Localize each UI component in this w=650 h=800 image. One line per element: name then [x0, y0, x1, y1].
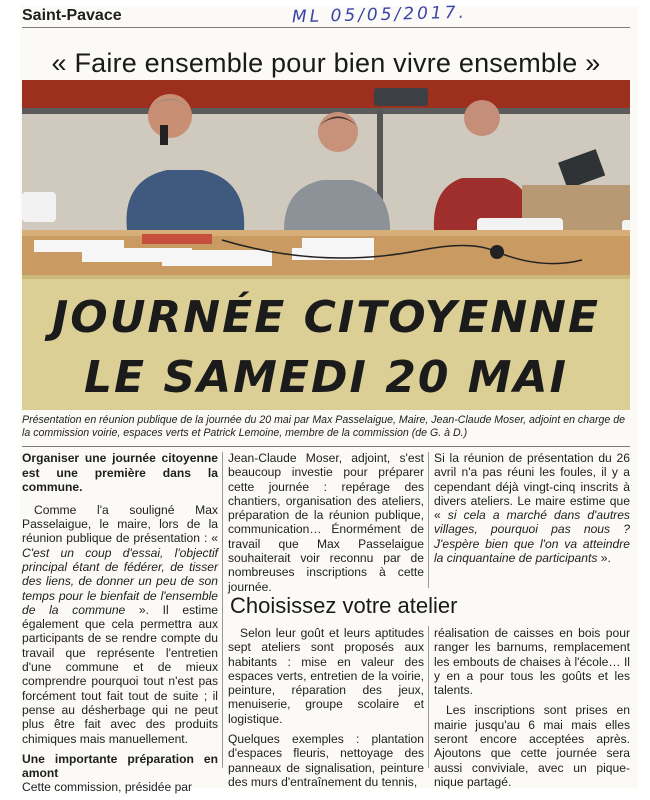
article-subhead: Une importante préparation en amont	[22, 751, 218, 780]
article-column-3-bottom	[434, 626, 630, 795]
article-paragraph: Si la réunion de présentation du 26 avril n'a pas réuni les foules, il y a cependant déjà vingt-cinq inscrits à divers ateliers. Le maire estime que « si cela a marché dans d'autres villages, pourquoi pas nous ? J'espère bien que l'on va atteindre la cinquantaine de participants ».	[434, 451, 630, 566]
article-paragraph: Comme l'a souligné Max Passelaigue, le maire, lors de la réunion publique de présentation : « C'est un coup d'essai, l'objectif principal étant de fédérer, de tisser des liens, de donner un peu de son temps pour le bienfait de l'ensemble de la commune ». Il estime également que cela permettra aux participants de se rendre compte du travail que représente l'entretien d'une commune et de mieux comprendre pourquoi tout n'est pas forcément tout fait tout de suite ; il pense au désherbage qui ne peut plus être fait avec des produits chimiques mais manuellement.	[22, 502, 218, 746]
column-divider	[428, 452, 429, 588]
article-paragraph: Cette commission, présidée par	[22, 779, 193, 794]
column-divider	[428, 626, 429, 768]
column-divider	[222, 452, 223, 768]
banner-line-2: LE SAMEDI 20 MAI	[84, 352, 568, 403]
header-rule	[22, 27, 630, 28]
article-column-2-top	[228, 451, 424, 600]
article-paragraph: Selon leur goût et leurs aptitudes sept ateliers sont proposés aux habitants : mise en valeur des espaces verts, entretien de la voirie, peinture, réparation des jeux, menuiserie, groupe scolaire et logistique.	[228, 626, 424, 726]
article-paragraph: Les inscriptions sont prises en mairie jusqu'au 6 mai mais elles seront encore acceptées après. Ajoutons que cette journée sera aussi conviviale, avec un pique-nique partagé.	[434, 703, 630, 789]
article-paragraph: Jean-Claude Moser, adjoint, s'est beaucoup investie pour préparer cette journée : repérage des chantiers, organisation des ateliers, préparation de la réunion publique, communication… Énormément de travail que Max Passelaigue souhaiterait voir reconnu par de nombreuses inscriptions à cette journée.	[228, 451, 424, 594]
mayor-quote: C'est un coup d'essai, l'objectif principal étant de fédérer, de tisser des liens, de donner un peu de son temps pour le bienfait de l'ensemble de la commune	[22, 545, 218, 617]
section-label: Saint-Pavace	[22, 7, 122, 24]
article-column-1	[22, 451, 218, 800]
section-title: Choisissez votre atelier	[230, 593, 458, 618]
caption-rule	[22, 446, 630, 447]
photo-illustration	[22, 80, 630, 410]
banner-line-1: JOURNÉE CITOYENNE	[51, 292, 601, 343]
mayor-quote-2: si cela a marché dans d'autres villages, pourquoi pas nous ? J'espère bien que l'on va atteindre la cinquantaine de participants	[434, 508, 630, 566]
handwritten-date-note: ML 05/05/2017.	[291, 2, 468, 28]
article-paragraph: réalisation de caisses en bois pour ranger les barnums, remplacement les embouts de chaises à l'école… Il y en a pour tous les goûts et les talents.	[434, 626, 630, 698]
article-column-2-bottom	[228, 626, 424, 795]
article-column-3-top	[434, 451, 630, 571]
photo-caption: Présentation en réunion publique de la journée du 20 mai par Max Passelaigue, Maire, Jean-Claude Moser, adjoint en charge de la commission voirie, espaces verts et Patrick Lemoine, membre de la commission (de G. à D.)	[22, 414, 626, 439]
article-paragraph: Quelques exemples : plantation d'espaces fleuris, nettoyage des panneaux de signalisation, peinture des murs d'entraînement du tennis,	[228, 732, 424, 789]
article-photo	[22, 80, 630, 410]
article-headline: « Faire ensemble pour bien vivre ensemble »	[51, 48, 601, 79]
article-lead: Organiser une journée citoyenne est une première dans la commune.	[22, 451, 218, 495]
